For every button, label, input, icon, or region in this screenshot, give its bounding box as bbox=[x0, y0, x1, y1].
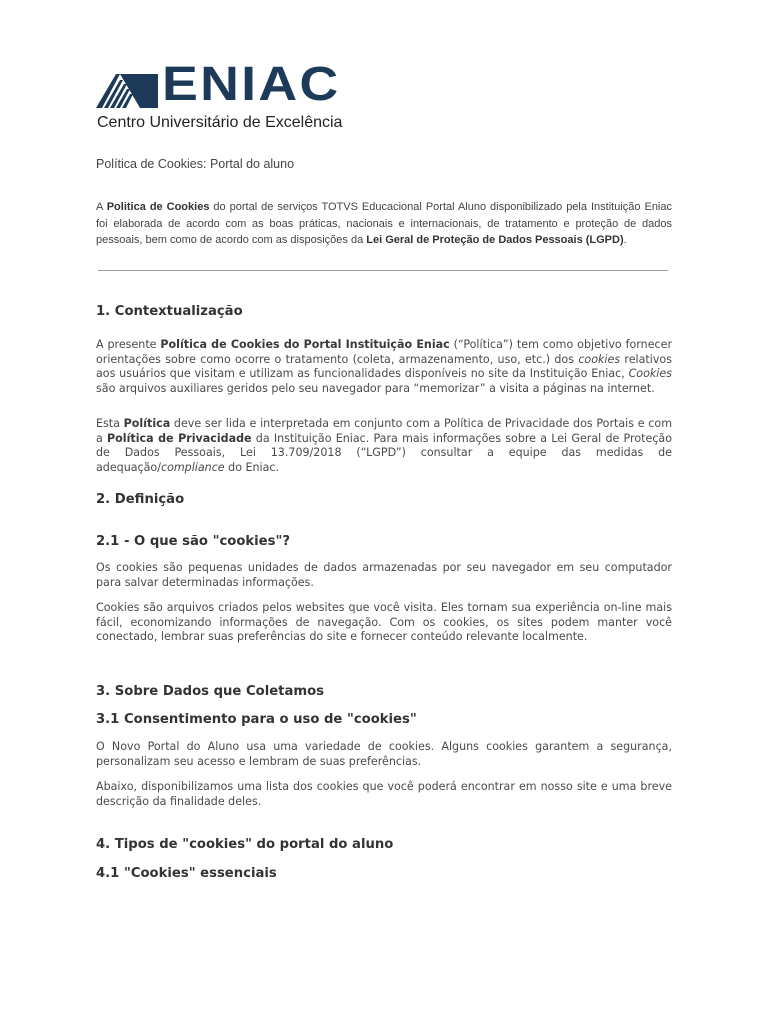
logo-wordmark: ENIAC bbox=[162, 58, 341, 111]
subsection-heading-o-que-sao-cookies: 2.1 - O que são "cookies"? bbox=[96, 534, 290, 549]
consentimento-paragraph-1: O Novo Portal do Aluno usa uma variedade de cookies. Alguns cookies garantem a segurança, personalizam seu acesso e lembram de suas preferências. bbox=[96, 740, 672, 768]
consentimento-paragraph-2: Abaixo, disponibilizamos uma lista dos cookies que você poderá encontrar em nosso site e uma breve descrição da finalidade deles. bbox=[96, 780, 672, 808]
section-heading-contextualizacao: 1. Contextualização bbox=[96, 304, 243, 319]
subsection-heading-cookies-essenciais: 4.1 "Cookies" essenciais bbox=[96, 866, 277, 881]
definicao-paragraph-2: Cookies são arquivos criados pelos websites que você visita. Eles tornam sua experiência on-line mais fácil, economizando informações de navegação. Com os cookies, os sites podem manter você conectado, lembrar suas preferências do site e fornecer conteúdo relevante localmente. bbox=[96, 601, 672, 644]
section-heading-definicao: 2. Definição bbox=[96, 492, 185, 507]
subsection-heading-consentimento: 3.1 Consentimento para o uso de "cookies" bbox=[96, 712, 417, 727]
contextualizacao-paragraph-2: Esta Política deve ser lida e interpretada em conjunto com a Política de Privacidade dos Portais e com a Política de Privacidade da Instituição Eniac. Para mais informações sobre a Lei Geral de Proteção de Dados Pessoais, Lei 13.709/2018 (“LGPD”) consultar a equipe das medidas de adequação/compliance do Eniac. bbox=[96, 417, 673, 474]
divider-line bbox=[98, 270, 668, 271]
document-title: Política de Cookies: Portal do aluno bbox=[96, 157, 295, 171]
eniac-logo-mark-icon bbox=[96, 74, 158, 108]
definicao-paragraph-1: Os cookies são pequenas unidades de dados armazenadas por seu navegador em seu computador para salvar determinadas informações. bbox=[96, 561, 672, 589]
logo-subtitle: Centro Universitário de Excelência bbox=[97, 114, 343, 131]
contextualizacao-paragraph-1: A presente Política de Cookies do Portal Instituição Eniac (“Política”) tem como objetivo fornecer orientações sobre como ocorre o tratamento (coleta, armazenamento, uso, etc.) dos cookies relativos aos usuários que visitam e utilizam as funcionalidades disponíveis no site da Instituição Eniac, Cookies são arquivos auxiliares geridos pelo seu navegador para “memorizar” a visita a páginas na internet. bbox=[96, 338, 673, 395]
section-heading-sobre-dados: 3. Sobre Dados que Coletamos bbox=[96, 684, 325, 699]
eniac-logo bbox=[96, 58, 376, 134]
intro-paragraph: A Politica de Cookies do portal de serviços TOTVS Educacional Portal Aluno disponibilizado pela Instituição Eniac foi elaborada de acordo com as boas práticas, nacionais e internacionais, de tratamento e proteção de dados pessoais, bem como de acordo com as disposições da Lei Geral de Proteção de Dados Pessoais (LGPD). bbox=[96, 201, 672, 247]
section-heading-tipos-de-cookies: 4. Tipos de "cookies" do portal do aluno bbox=[96, 837, 394, 852]
